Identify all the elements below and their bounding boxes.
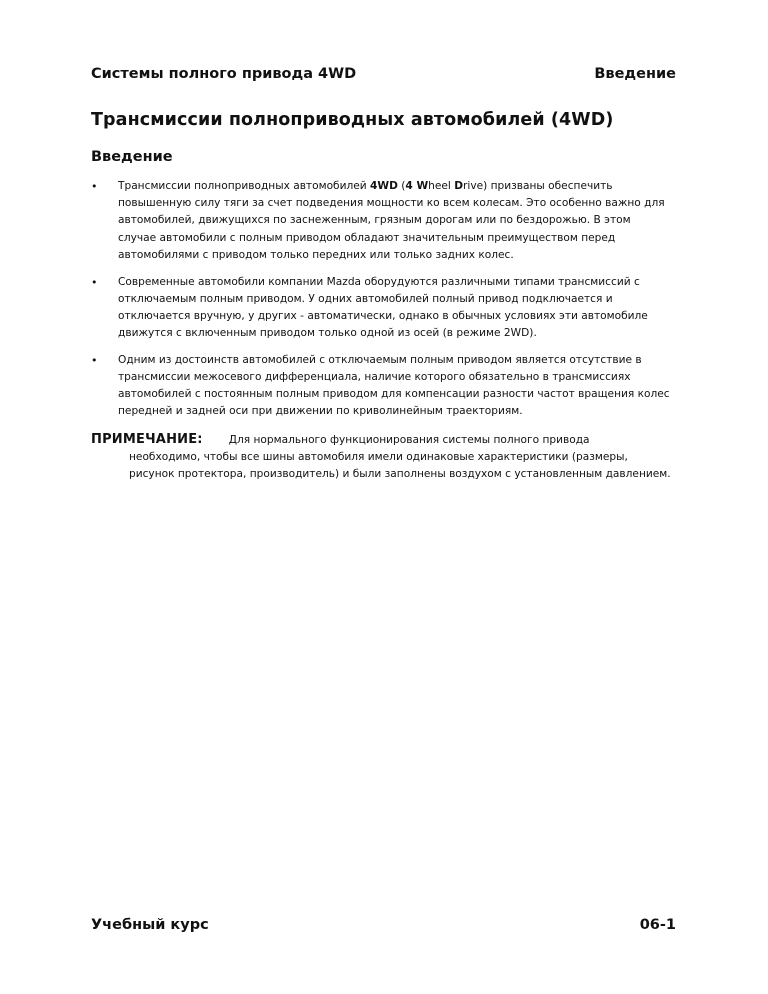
bullet-text: Современные автомобили компании Mazda оборудуются различными типами трансмиссий с отключаемым полным приводом. У одних автомобилей полный привод подключается и отключается вручную, у других - автоматически, однако в обычных условиях эти автомобиле движутся с включенным приводом только одной из осей (в режиме 2WD). <box>118 275 648 340</box>
bullet-marker: • <box>91 353 98 367</box>
bullet-text-part: heel <box>428 180 455 192</box>
note-label: ПРИМЕЧАНИЕ: <box>91 432 203 447</box>
header-chapter-title: Системы полного привода 4WD <box>91 66 357 82</box>
bullet-item <box>91 178 671 264</box>
document-title: Трансмиссии полноприводных автомобилей (4WD) <box>91 110 614 130</box>
bullet-list <box>91 178 671 430</box>
bullet-text: Одним из достоинств автомобилей с отключаемым полным приводом является отсутствие в трансмиссии межосевого дифференциала, наличие которого обязательно в трансмиссиях автомобилей с постоянным полным приводом для компенсации разности частот вращения колес передней и задней оси при движении по криволинейным траекториям. <box>118 353 670 418</box>
section-heading: Введение <box>91 149 173 165</box>
bullet-text-part: ( <box>397 180 406 192</box>
bullet-marker: • <box>91 180 98 193</box>
note-text-rest: необходимо, чтобы все шины автомобиля имели одинаковые характеристики (размеры, рисунок протектора, производитель) и были заполнены воздухом с установленным давлением. <box>129 451 671 481</box>
bullet-highlight: 4WD <box>370 180 398 192</box>
page-footer <box>91 917 676 933</box>
bullet-item <box>91 352 671 421</box>
bullet-text <box>118 180 665 261</box>
footer-course-name: Учебный курс <box>91 917 209 933</box>
bullet-text-part: rive) призваны обеспечить повышенную силу тяги за счет подведения мощности ко всем колесам. Это особенно важно для автомобилей, движущихся по заснеженным, грязным дорогам или по бездорожью. В этом случае автомобили с полным приводом обладают значительным преимуществом перед автомобилями с приводом только передних или только задних колес. <box>118 180 665 261</box>
note-block <box>91 431 671 484</box>
bullet-highlight: D <box>454 180 464 192</box>
page-header <box>91 66 676 82</box>
bullet-text-part: Трансмиссии полноприводных автомобилей <box>118 180 371 192</box>
page-number: 06-1 <box>639 917 676 933</box>
note-first-line <box>91 431 671 449</box>
bullet-highlight: 4 W <box>405 180 429 192</box>
bullet-marker: • <box>91 275 98 289</box>
bullet-item <box>91 274 671 343</box>
note-text-first: Для нормального функционирования системы полного привода <box>228 434 590 446</box>
header-section-name: Введение <box>594 66 676 82</box>
